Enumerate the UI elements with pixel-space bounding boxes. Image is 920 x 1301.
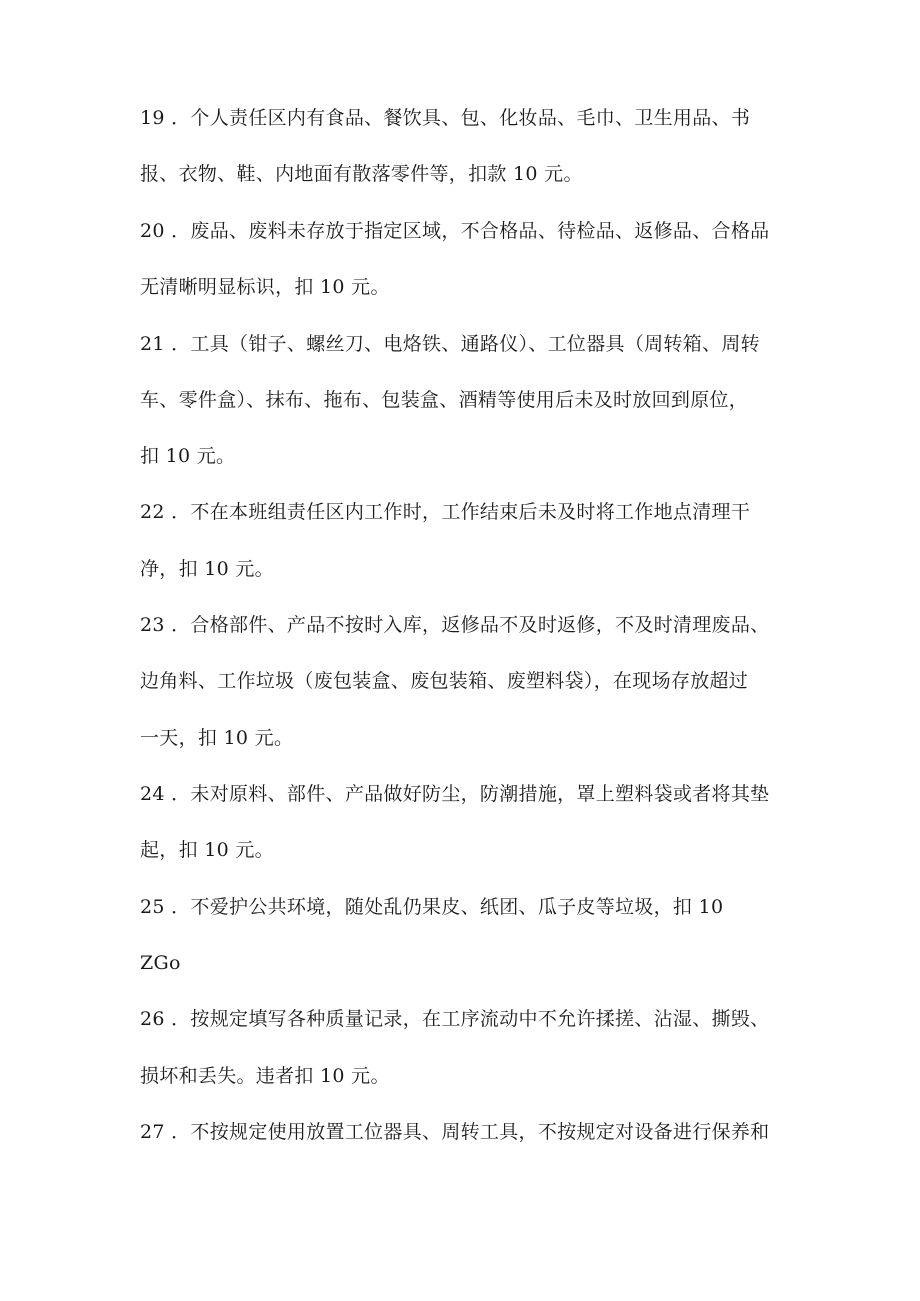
rule-23-line-1: 23 ．合格部件、产品不按时入库，返修品不及时返修，不及时清理废品、	[140, 614, 770, 636]
rule-26-line-2: 损坏和丢失。违者扣 10 元。	[140, 1065, 390, 1087]
rule-24-line-2: 起，扣 10 元。	[140, 839, 274, 861]
rule-21-line-3: 扣 10 元。	[140, 445, 236, 467]
rule-25-line-1: 25 ．不爱护公共环境，随处乱仍果皮、纸团、瓜子皮等垃圾，扣 10	[140, 896, 724, 918]
rule-25-line-2: ZGo	[140, 952, 181, 974]
rule-20-line-2: 无清晰明显标识，扣 10 元。	[140, 276, 390, 298]
rule-26-line-1: 26 ．按规定填写各种质量记录，在工序流动中不允许揉搓、沾湿、撕毁、	[140, 1008, 770, 1030]
rule-22-line-1: 22 ．不在本班组责任区内工作时，工作结束后未及时将工作地点清理干	[140, 501, 751, 523]
rule-20-line-1: 20 ．废品、废料未存放于指定区域，不合格品、待检品、返修品、合格品	[140, 220, 770, 242]
rule-21-line-2: 车、零件盒）、抹布、拖布、包装盒、酒精等使用后未及时放回到原位，	[140, 389, 749, 411]
rule-22-line-2: 净，扣 10 元。	[140, 558, 274, 580]
rule-23-line-3: 一天，扣 10 元。	[140, 727, 294, 749]
rule-19-line-1: 19 ．个人责任区内有食品、餐饮具、包、化妆品、毛巾、卫生用品、书	[140, 107, 751, 129]
rule-19-line-2: 报、衣物、鞋、内地面有散落零件等，扣款 10 元。	[140, 163, 583, 185]
rule-21-line-1: 21 ．工具（钳子、螺丝刀、电烙铁、通路仪）、工位器具（周转箱、周转	[140, 333, 760, 355]
rule-23-line-2: 边角料、工作垃圾（废包装盒、废包装箱、废塑料袋），在现场存放超过	[140, 670, 749, 692]
rule-27-line-1: 27 ．不按规定使用放置工位器具、周转工具，不按规定对设备进行保养和	[140, 1121, 770, 1143]
rule-24-line-1: 24 ．未对原料、部件、产品做好防尘，防潮措施，罩上塑料袋或者将其垫	[140, 783, 770, 805]
